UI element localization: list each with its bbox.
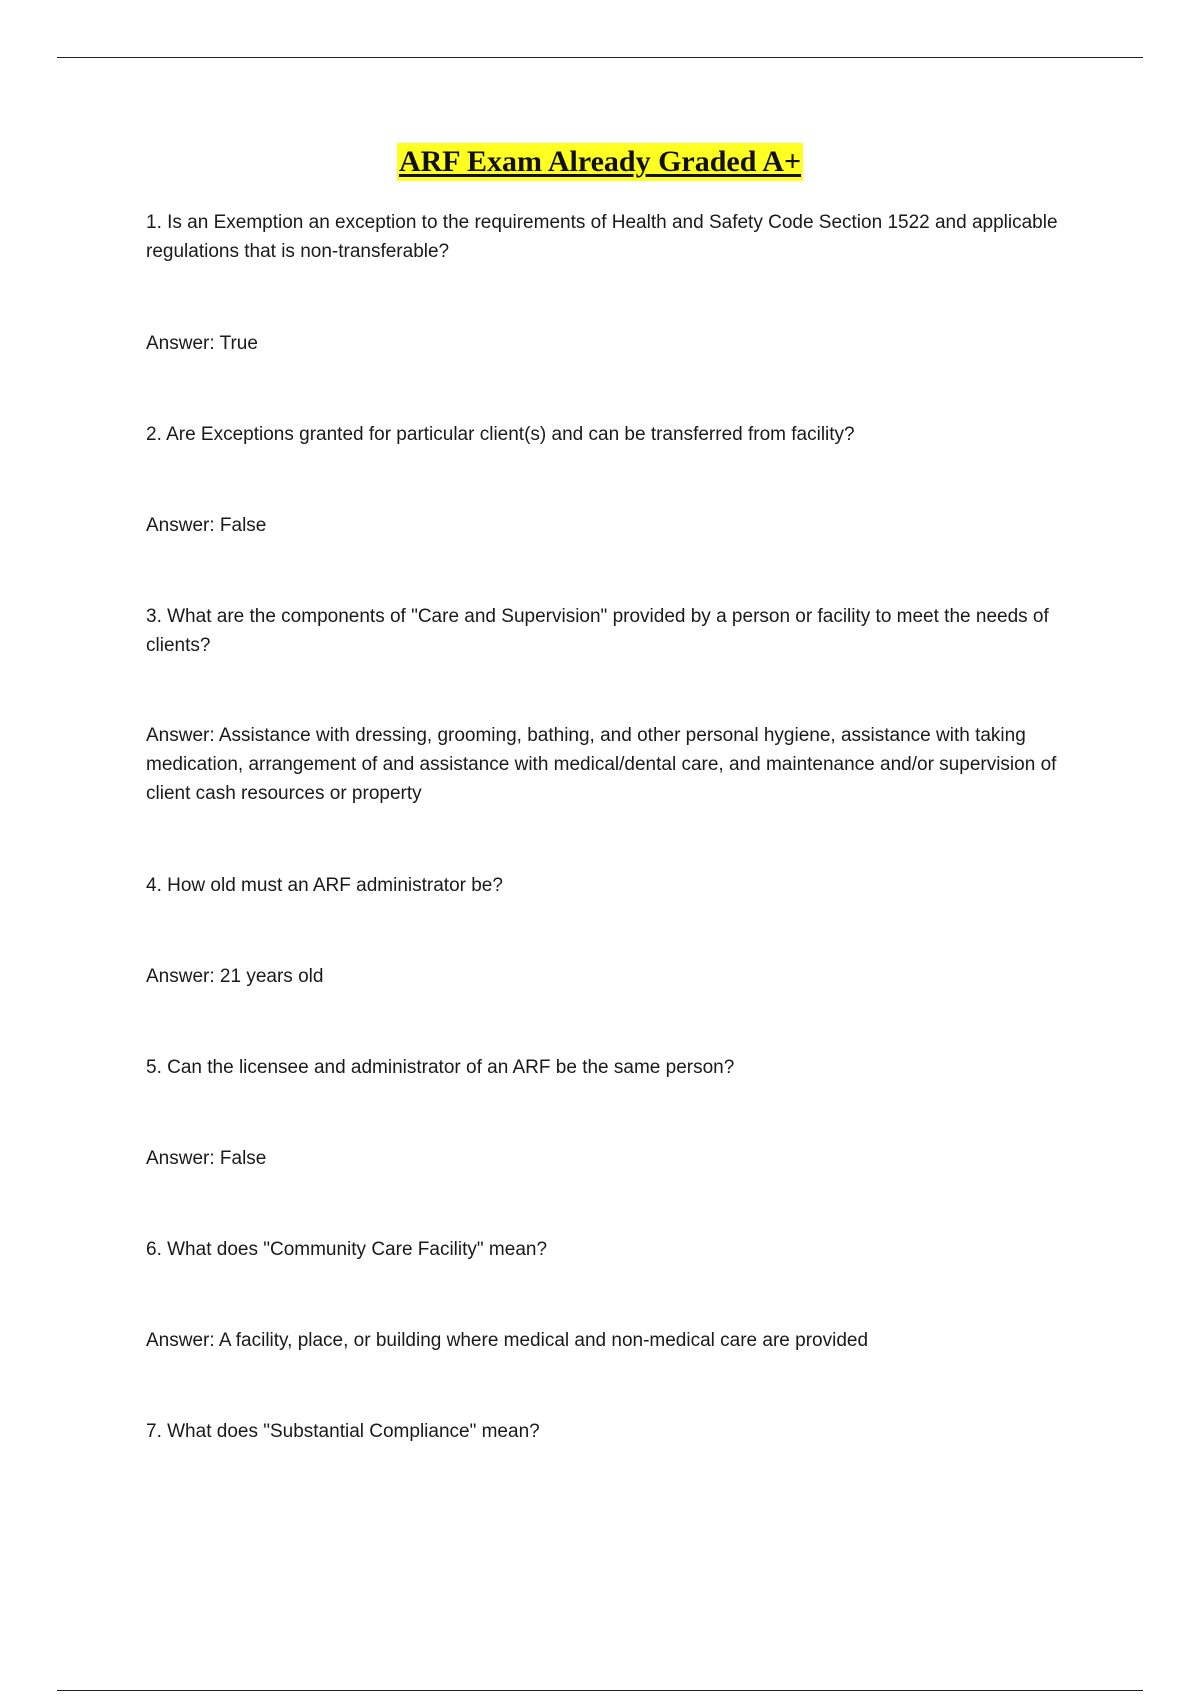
answer-3: Answer: Assistance with dressing, grooming, bathing, and other personal hygiene, assistance with taking medication, arrangement of and assistance with medical/dental care, and maintenance and/or supervision of client cash resources or property — [146, 725, 1057, 804]
question-1: 1. Is an Exemption an exception to the requirements of Health and Safety Code Section 1522 and applicable regulations that is non-transferable? — [146, 212, 1058, 262]
answer-6: Answer: A facility, place, or building where medical and non-medical care are provided — [146, 1330, 869, 1351]
answer-1: Answer: True — [146, 333, 258, 354]
answer-5: Answer: False — [146, 1148, 267, 1169]
question-6: 6. What does "Community Care Facility" mean? — [146, 1239, 548, 1260]
question-3: 3. What are the components of "Care and Supervision" provided by a person or facility to meet the needs of clients? — [146, 606, 1049, 656]
question-4: 4. How old must an ARF administrator be? — [146, 875, 503, 896]
title-container — [0, 143, 1200, 181]
question-5: 5. Can the licensee and administrator of an ARF be the same person? — [146, 1057, 735, 1078]
document-title: ARF Exam Already Graded A+ — [397, 143, 803, 181]
question-2: 2. Are Exceptions granted for particular client(s) and can be transferred from facility? — [146, 424, 855, 445]
answer-4: Answer: 21 years old — [146, 966, 324, 987]
answer-2: Answer: False — [146, 515, 267, 536]
footer-rule — [57, 1690, 1143, 1691]
question-7: 7. What does "Substantial Compliance" mean? — [146, 1421, 540, 1442]
header-rule — [57, 57, 1143, 58]
